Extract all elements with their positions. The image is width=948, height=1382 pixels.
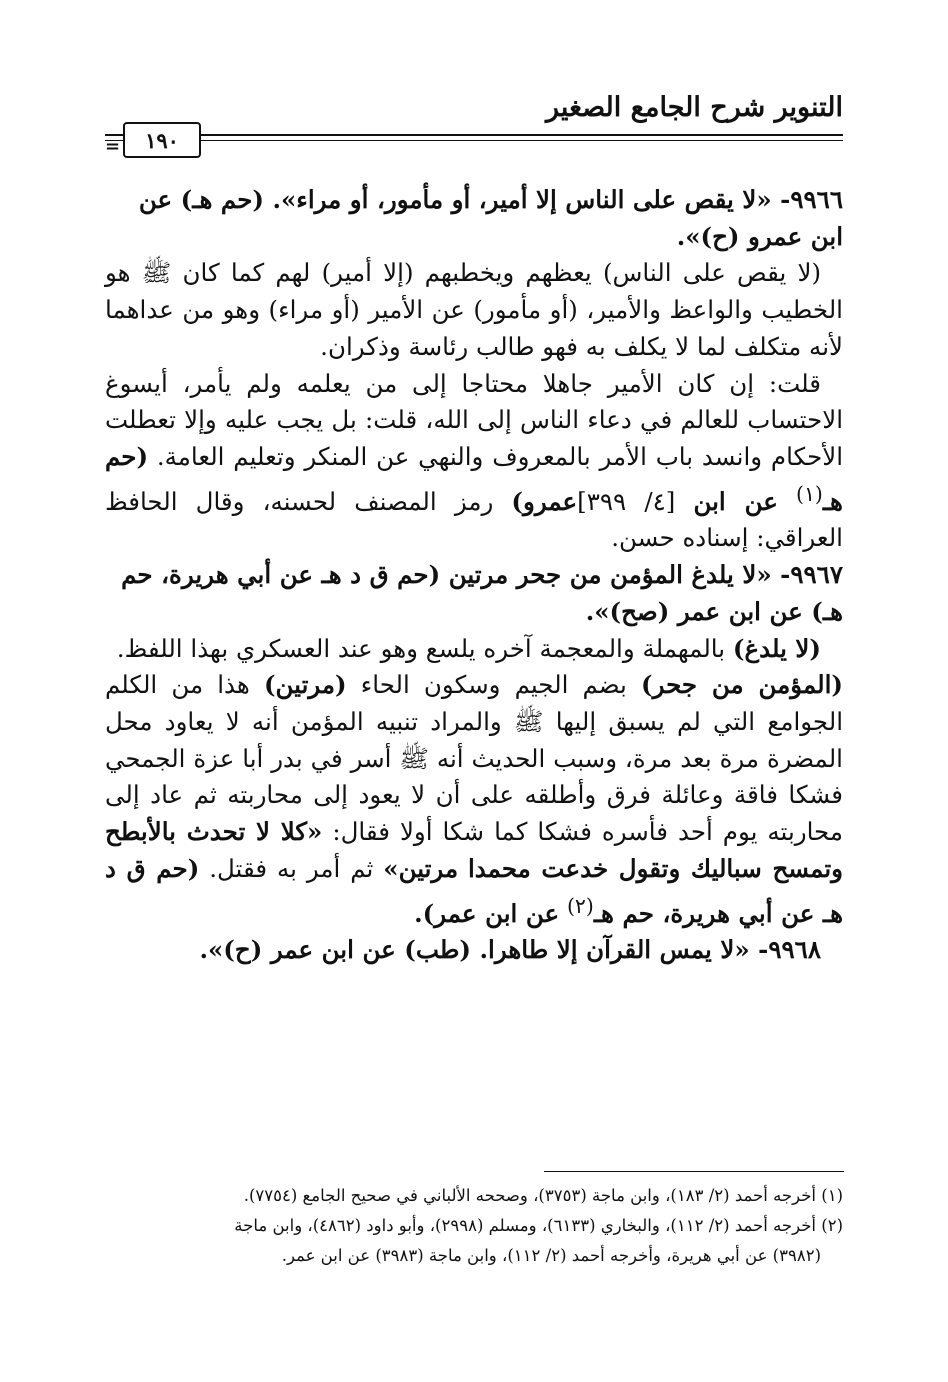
hadith-9967-line1: ٩٩٦٧- «لا يلدغ المؤمن من جحر مرتين (حم ق د هـ عن أبي هريرة، حم: [121, 560, 843, 590]
commentary-question: [105, 366, 843, 558]
hadith-9966-line2: ابن عمرو (ح)».: [676, 221, 843, 251]
footnote-1: (١) أخرجه أحمد (٢/ ١٨٣)، وابن ماجة (٣٧٥٣)، وصححه الألباني في صحيح الجامع (٧٧٥٤).: [243, 1186, 843, 1205]
commentary-9967-line4: مرة، وسبب الحديث أنه ﷺ أسر في بدر أبا عزة الجمحي فشكا فاقة وعائلة فرق: [105, 743, 843, 810]
hadith-9966-line1: ٩٩٦٦- «لا يقص على الناس إلا أمير، أو مأمور، أو مراء». (حم هـ) عن: [138, 185, 843, 214]
commentary-9967-line1: بالمهملة والمعجمة آخره يلسع وهو عند العسكري بهذا اللفظ.: [116, 633, 726, 663]
footnote-separator: [544, 1171, 844, 1172]
commentary-9966-line1: (لا يقص على الناس) يعظهم ويخطبهم (إلا أمير) لهم كما كان ﷺ هو: [105, 258, 821, 288]
footnote-2-line1: (٢) أخرجه أحمد (٢/ ١١٢)، والبخاري (٦١٣٣)، ومسلم (٢٩٩٨)، وأبو داود (٤٨٦٢)، وابن ماجة: [234, 1216, 843, 1235]
commentary-9967-line2b: هذا من الكلم الجوامع: [105, 670, 843, 736]
question-line1: قلت: إن كان الأمير جاهلا محتاجا إلى من يعلمه ولم يأمر، أيسوغ الاحتساب: [105, 368, 843, 435]
hadith-9966: [105, 182, 843, 255]
volume-page-ref: [٤/ ٣٩٩]: [577, 486, 676, 516]
commentary-9966-line2: الخطيب والواعظ والأمير، (أو مأمور) عن الأمير (أو مراء) وهو من عداهما: [105, 295, 843, 325]
grading-note: رمز المصنف لحسنه، وقال الحافظ العراقي: إسناده حسن.: [105, 486, 843, 553]
footnote-marker-1: (١): [795, 481, 823, 506]
quote-line2: مرتين»: [383, 853, 459, 883]
header-rule: [105, 134, 843, 146]
term-almumin: (المؤمن من جحر): [640, 670, 843, 700]
footnote-2-cont: [105, 1241, 843, 1271]
source-ref-1-end: عن ابن: [693, 486, 778, 516]
page-number: ١٩٠: [123, 122, 201, 158]
commentary-9967-line7: ثم أمر به فقتل.: [209, 853, 374, 883]
commentary-9967-line2a: بضم الجيم وسكون الحاء: [360, 670, 627, 700]
commentary-9966: [105, 255, 843, 365]
main-text: [105, 182, 843, 969]
hadith-9967-line2: هـ) عن ابن عمر (صح)».: [585, 596, 843, 626]
source-ref-2: (حم ق د هـ عن أبي هريرة، حم هـ: [105, 853, 843, 928]
quote-line1: «كلا لا تحدث بالأبطح وتمسح سباليك وتقول خدعت محمدا: [105, 817, 843, 883]
footnote-marker-2: (٢): [566, 893, 594, 918]
term-layladagh: (لا يلدغ): [732, 633, 821, 663]
term-marratayn: (مرتين): [263, 670, 347, 700]
hadith-9967: [105, 557, 843, 630]
hadith-9968-text: ٩٩٦٨- «لا يمس القرآن إلا طاهرا. (طب) عن ابن عمر (ح)».: [199, 935, 821, 965]
header-rule-thin: [105, 140, 843, 141]
header-rule-thick: [105, 134, 843, 136]
question-line2: للعالم في دعاء الناس إلى الله، قلت: بل يجب عليه وإلا تعطلت الأحكام وانسد: [105, 405, 844, 471]
footnotes: [105, 1181, 843, 1271]
running-title: التنوير شرح الجامع الصغير: [546, 92, 843, 123]
commentary-9967-line6: شكا أولا فقال:: [332, 817, 485, 847]
page-header: [105, 78, 843, 178]
source-ref-1: (حم هـ: [105, 441, 843, 516]
page-number-ornament: =: [105, 136, 121, 157]
commentary-9967: [105, 631, 843, 933]
commentary-9966-line3: لأنه متكلف لما لا يكلف به فهو طالب رئاسة وذكران.: [320, 331, 843, 361]
source-ref-1-name: عمرو): [511, 486, 578, 516]
hadith-9968: [105, 932, 843, 969]
question-line3: باب الأمر بالمعروف والنهي عن المنكر وتعليم العامة.: [156, 441, 694, 471]
commentary-9967-line3: التي لم يسبق إليها ﷺ والمراد تنبيه المؤمن أنه لا يعاود محل المضرة مرة بعد: [105, 707, 843, 773]
footnote-2-line2: (٣٩٨٢) عن أبي هريرة، وأخرجه أحمد (٢/ ١١٢)، وابن ماجة (٣٩٨٣) عن ابن عمر.: [281, 1246, 821, 1265]
commentary-9967-line5: وأطلقه على أن لا يعود إلى محاربته ثم عاد إلى محاربته يوم أحد فأسره فشكا كما: [105, 780, 843, 847]
source-ref-2-end: عن ابن عمر).: [414, 898, 560, 928]
footnote-2: [105, 1211, 843, 1241]
